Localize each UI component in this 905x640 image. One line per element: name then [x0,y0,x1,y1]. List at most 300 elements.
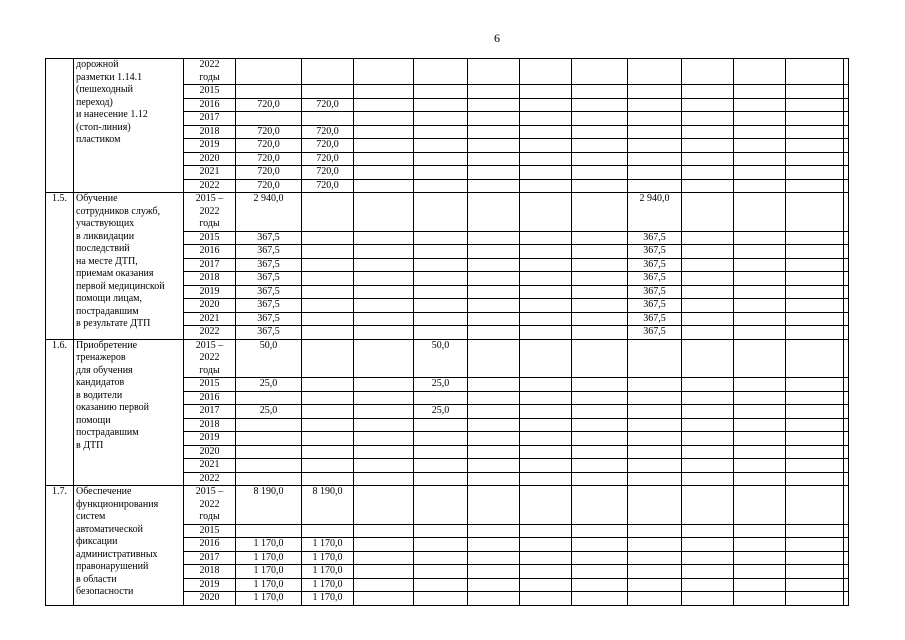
value-cell [520,179,572,193]
year-cell: 2019 [184,578,236,592]
value-cell [734,193,786,232]
value-cell [682,166,734,180]
value-cell [844,139,849,153]
value-cell [628,125,682,139]
value-cell [682,445,734,459]
value-cell: 720,0 [236,152,302,166]
value-cell [844,152,849,166]
value-cell [354,231,414,245]
value-cell [354,98,414,112]
value-cell [520,326,572,340]
value-cell [468,139,520,153]
value-cell [302,459,354,473]
year-cell: 2017 [184,405,236,419]
value-cell [844,299,849,313]
value-cell [236,391,302,405]
value-cell [468,418,520,432]
value-cell [468,459,520,473]
value-cell: 25,0 [414,405,468,419]
value-cell [468,152,520,166]
value-cell [786,245,844,259]
value-cell [520,166,572,180]
value-cell [572,418,628,432]
value-cell [468,258,520,272]
value-cell: 720,0 [236,139,302,153]
year-cell: 2021 [184,459,236,473]
value-cell [682,139,734,153]
value-cell [302,524,354,538]
value-cell [236,524,302,538]
value-cell [628,592,682,606]
value-cell: 2 940,0 [628,193,682,232]
year-cell: 2015 – 2022 годы [184,486,236,525]
value-cell [844,285,849,299]
value-cell [302,418,354,432]
value-cell [682,378,734,392]
value-cell [354,139,414,153]
value-cell [628,418,682,432]
value-cell [844,445,849,459]
value-cell [734,418,786,432]
value-cell [354,112,414,126]
value-cell [354,486,414,525]
value-cell [572,166,628,180]
item-description: Приобретение тренажеров для обучения кандидатов в водители оказанию первой помощи пострадавшим в ДТП [74,339,184,486]
value-cell [354,299,414,313]
value-cell [572,245,628,259]
value-cell [520,486,572,525]
value-cell [734,285,786,299]
value-cell [468,112,520,126]
value-cell [786,486,844,525]
value-cell [520,565,572,579]
year-cell: 2016 [184,245,236,259]
value-cell [628,524,682,538]
item-description: дорожной разметки 1.14.1 (пешеходный переход) и нанесение 1.12 (стоп-линия) пластиком [74,59,184,193]
table-row [46,59,849,85]
value-cell: 720,0 [236,125,302,139]
value-cell [628,405,682,419]
value-cell [734,166,786,180]
value-cell [628,59,682,85]
value-cell [354,578,414,592]
value-cell [236,59,302,85]
value-cell: 720,0 [236,98,302,112]
value-cell [302,285,354,299]
value-cell [354,418,414,432]
value-cell [414,166,468,180]
value-cell [520,459,572,473]
value-cell [572,285,628,299]
value-cell [354,193,414,232]
value-cell: 1 170,0 [302,538,354,552]
value-cell: 720,0 [236,166,302,180]
value-cell [468,85,520,99]
value-cell [844,565,849,579]
value-cell [414,445,468,459]
year-cell: 2020 [184,152,236,166]
value-cell [734,592,786,606]
value-cell: 1 170,0 [236,592,302,606]
value-cell [628,391,682,405]
year-cell: 2021 [184,312,236,326]
value-cell [520,418,572,432]
value-cell: 8 190,0 [302,486,354,525]
value-cell [236,85,302,99]
value-cell: 25,0 [414,378,468,392]
year-cell: 2015 – 2022 годы [184,193,236,232]
value-cell [520,524,572,538]
value-cell [682,592,734,606]
value-cell: 367,5 [628,312,682,326]
year-cell: 2021 [184,166,236,180]
value-cell [682,551,734,565]
value-cell [786,285,844,299]
value-cell [682,432,734,446]
value-cell [236,432,302,446]
value-cell [786,299,844,313]
value-cell [414,193,468,232]
value-cell: 720,0 [236,179,302,193]
value-cell [520,245,572,259]
value-cell [734,245,786,259]
value-cell [414,538,468,552]
value-cell [354,326,414,340]
value-cell [354,445,414,459]
value-cell [302,245,354,259]
value-cell [682,312,734,326]
value-cell [844,59,849,85]
value-cell [682,472,734,486]
value-cell [628,445,682,459]
value-cell [520,445,572,459]
value-cell [628,578,682,592]
value-cell [354,312,414,326]
value-cell [844,592,849,606]
value-cell [786,326,844,340]
value-cell: 367,5 [236,231,302,245]
value-cell [414,231,468,245]
value-cell [572,112,628,126]
value-cell [354,59,414,85]
year-cell: 2018 [184,272,236,286]
value-cell [414,312,468,326]
value-cell [572,326,628,340]
value-cell [302,472,354,486]
value-cell [572,258,628,272]
value-cell: 1 170,0 [236,538,302,552]
value-cell [236,459,302,473]
value-cell [354,85,414,99]
value-cell [354,538,414,552]
value-cell [786,432,844,446]
value-cell [682,179,734,193]
value-cell [734,59,786,85]
value-cell [734,299,786,313]
value-cell [734,459,786,473]
value-cell [468,98,520,112]
year-cell: 2020 [184,445,236,459]
value-cell [786,179,844,193]
value-cell: 2 940,0 [236,193,302,232]
value-cell [414,578,468,592]
year-cell: 2022 годы [184,59,236,85]
value-cell [414,85,468,99]
year-cell: 2016 [184,538,236,552]
value-cell [734,565,786,579]
value-cell [414,98,468,112]
value-cell [682,125,734,139]
value-cell [682,459,734,473]
value-cell [236,418,302,432]
value-cell [468,445,520,459]
value-cell [734,85,786,99]
value-cell [786,578,844,592]
year-cell: 2019 [184,432,236,446]
value-cell [734,312,786,326]
value-cell: 8 190,0 [236,486,302,525]
value-cell [682,231,734,245]
value-cell [354,152,414,166]
value-cell [572,565,628,579]
value-cell [468,432,520,446]
item-description: Обучение сотрудников служб, участвующих в ликвидации последствий на месте ДТП, приемам оказания первой медицинской помощи лицам, пострадавшим в результате ДТП [74,193,184,340]
value-cell [682,299,734,313]
value-cell: 720,0 [302,98,354,112]
value-cell: 367,5 [236,326,302,340]
value-cell: 367,5 [236,299,302,313]
value-cell [520,592,572,606]
value-cell: 367,5 [628,231,682,245]
year-cell: 2020 [184,299,236,313]
value-cell [628,565,682,579]
value-cell: 367,5 [628,245,682,259]
value-cell [682,418,734,432]
value-cell [628,85,682,99]
value-cell [414,139,468,153]
value-cell [572,524,628,538]
value-cell [786,231,844,245]
value-cell [520,59,572,85]
value-cell [786,418,844,432]
value-cell [414,551,468,565]
item-number: 1.6. [46,339,74,486]
value-cell [786,551,844,565]
year-cell: 2022 [184,472,236,486]
value-cell [414,326,468,340]
value-cell [302,85,354,99]
value-cell: 367,5 [628,299,682,313]
value-cell [520,285,572,299]
value-cell [354,339,414,378]
value-cell [844,472,849,486]
value-cell [572,538,628,552]
value-cell: 367,5 [236,312,302,326]
value-cell [844,326,849,340]
value-cell [844,432,849,446]
year-cell: 2022 [184,179,236,193]
value-cell [572,152,628,166]
value-cell [734,112,786,126]
value-cell [354,472,414,486]
value-cell [354,391,414,405]
value-cell [628,538,682,552]
year-cell: 2017 [184,551,236,565]
value-cell [414,59,468,85]
value-cell [302,445,354,459]
value-cell [572,125,628,139]
value-cell [414,592,468,606]
value-cell [414,432,468,446]
value-cell [786,391,844,405]
value-cell [414,459,468,473]
value-cell [572,378,628,392]
value-cell [682,152,734,166]
value-cell: 1 170,0 [302,592,354,606]
value-cell [354,258,414,272]
value-cell [414,112,468,126]
value-cell [520,378,572,392]
value-cell: 50,0 [236,339,302,378]
value-cell [682,405,734,419]
value-cell [302,299,354,313]
value-cell [572,405,628,419]
value-cell [468,125,520,139]
value-cell: 367,5 [628,326,682,340]
value-cell [786,405,844,419]
value-cell [302,405,354,419]
value-cell [844,524,849,538]
value-cell [682,339,734,378]
value-cell [572,391,628,405]
value-cell [786,59,844,85]
value-cell [572,193,628,232]
value-cell [682,326,734,340]
value-cell [844,578,849,592]
value-cell [414,152,468,166]
year-cell: 2015 [184,85,236,99]
value-cell: 367,5 [236,245,302,259]
year-cell: 2015 – 2022 годы [184,339,236,378]
value-cell [468,551,520,565]
value-cell [628,166,682,180]
value-cell [786,258,844,272]
value-cell [520,405,572,419]
value-cell [844,378,849,392]
value-cell [468,166,520,180]
value-cell [734,258,786,272]
value-cell [734,551,786,565]
value-cell [786,565,844,579]
value-cell [844,112,849,126]
year-cell: 2018 [184,418,236,432]
year-cell: 2015 [184,524,236,538]
value-cell [414,486,468,525]
value-cell [468,299,520,313]
value-cell [354,179,414,193]
value-cell [354,524,414,538]
value-cell [844,258,849,272]
value-cell [520,231,572,245]
value-cell [414,179,468,193]
value-cell [520,339,572,378]
value-cell [520,312,572,326]
value-cell [302,59,354,85]
value-cell [844,418,849,432]
value-cell [414,125,468,139]
value-cell [572,578,628,592]
value-cell: 1 170,0 [236,578,302,592]
value-cell [844,125,849,139]
value-cell [682,538,734,552]
value-cell [572,486,628,525]
value-cell [682,112,734,126]
value-cell [628,432,682,446]
value-cell [786,445,844,459]
value-cell [520,272,572,286]
value-cell [682,258,734,272]
value-cell [844,486,849,525]
value-cell [520,578,572,592]
value-cell [734,472,786,486]
value-cell [844,245,849,259]
item-number [46,59,74,193]
value-cell [414,258,468,272]
year-cell: 2018 [184,565,236,579]
value-cell [572,432,628,446]
value-cell [468,565,520,579]
value-cell [354,459,414,473]
value-cell [734,98,786,112]
value-cell [572,85,628,99]
value-cell [302,378,354,392]
value-cell [468,391,520,405]
value-cell [354,285,414,299]
value-cell [520,472,572,486]
value-cell [682,486,734,525]
value-cell [786,193,844,232]
value-cell [520,538,572,552]
value-cell [844,166,849,180]
value-cell [520,125,572,139]
value-cell [786,538,844,552]
year-cell: 2017 [184,112,236,126]
value-cell [302,312,354,326]
value-cell [414,472,468,486]
value-cell [628,112,682,126]
value-cell: 367,5 [236,258,302,272]
value-cell [786,524,844,538]
value-cell [628,152,682,166]
value-cell [468,405,520,419]
value-cell [236,112,302,126]
value-cell [236,445,302,459]
value-cell [734,524,786,538]
value-cell: 1 170,0 [302,565,354,579]
value-cell [628,472,682,486]
value-cell [844,551,849,565]
value-cell [786,312,844,326]
value-cell [520,258,572,272]
value-cell [520,152,572,166]
value-cell: 1 170,0 [236,551,302,565]
value-cell [628,459,682,473]
value-cell [844,538,849,552]
value-cell [734,179,786,193]
value-cell [682,245,734,259]
value-cell [468,179,520,193]
value-cell [844,179,849,193]
